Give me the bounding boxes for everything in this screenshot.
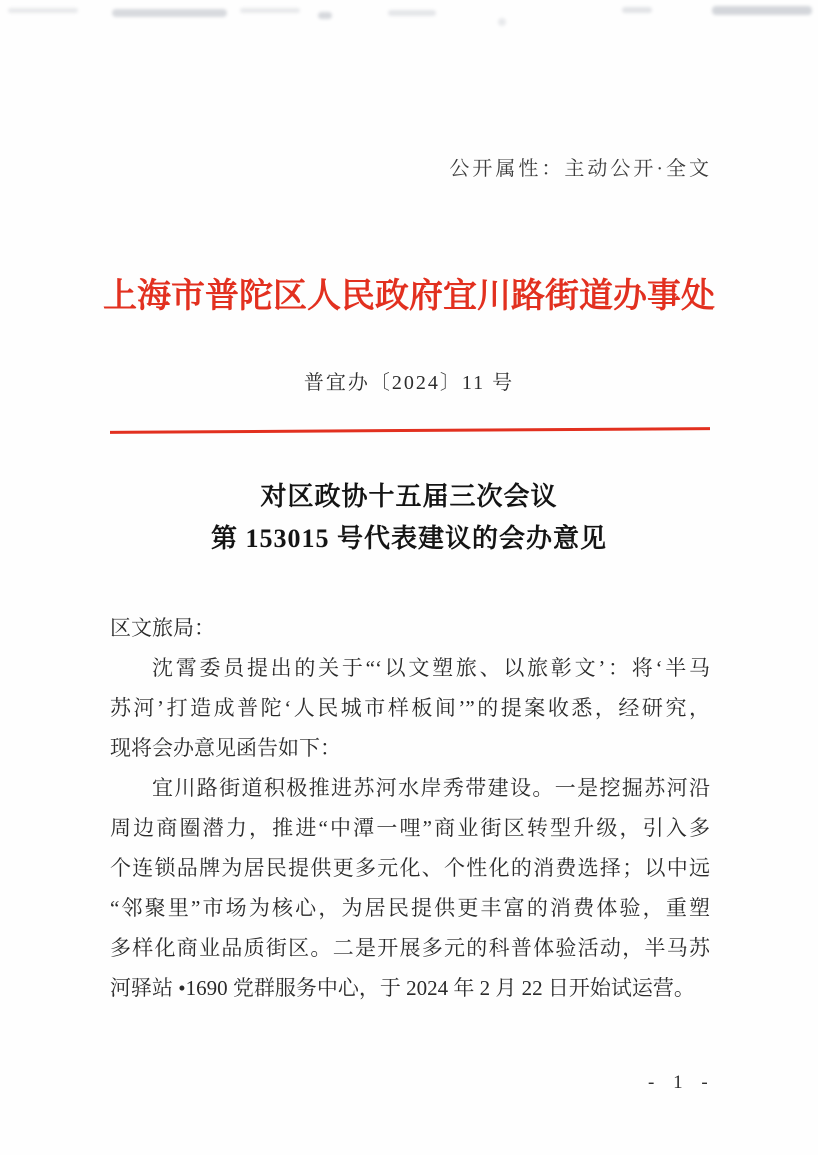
body-line: 多样化商业品质街区。二是开展多元的科普体验活动，半马苏: [110, 936, 710, 960]
scan-artifact: [112, 9, 227, 17]
paragraph-2: [110, 768, 710, 1008]
document-body: [110, 608, 710, 1008]
scan-artifact: [622, 7, 652, 13]
scan-artifact: [240, 8, 300, 13]
body-line: 沈霄委员提出的关于“‘以文塑旅、以旅彰文’：将‘半马: [152, 656, 710, 680]
agency-letterhead-title: 上海市普陀区人民政府宜川路街道办事处: [103, 278, 715, 315]
red-divider-rule: [110, 427, 710, 434]
scan-artifact: [712, 6, 812, 15]
salutation: 区文旅局：: [110, 616, 215, 640]
page-number: - 1 -: [648, 1072, 715, 1093]
document-title-line-2: 第 153015 号代表建议的会办意见: [210, 524, 607, 553]
document-title: [0, 476, 818, 560]
scan-artifact: [318, 12, 332, 19]
scan-artifact: [8, 8, 78, 13]
scan-artifact: [388, 10, 436, 16]
document-number: 普宜办〔2024〕11 号: [303, 372, 515, 394]
document-title-line-1: 对区政协十五届三次会议: [260, 482, 558, 511]
paragraph-1: [110, 648, 710, 768]
body-line: “邻聚里”市场为核心，为居民提供更丰富的消费体验，重塑: [110, 896, 710, 920]
body-line: 宜川路街道积极推进苏河水岸秀带建设。一是挖掘苏河沿: [152, 776, 710, 800]
body-line: 河驿站 •1690 党群服务中心，于 2024 年 2 月 22 日开始试运营。: [110, 976, 695, 1000]
body-line: 苏河’打造成普陀‘人民城市样板间’”的提案收悉，经研究，: [110, 696, 710, 720]
body-line: 周边商圈潜力，推进“中潭一哩”商业街区转型升级，引入多: [110, 816, 710, 840]
body-line: 个连锁品牌为居民提供更多元化、个性化的消费选择；以中远: [110, 856, 710, 880]
body-line: 现将会办意见函告如下：: [110, 736, 341, 760]
publicity-note: 公开属性：主动公开·全文: [449, 158, 712, 180]
scan-artifact: [498, 18, 506, 26]
